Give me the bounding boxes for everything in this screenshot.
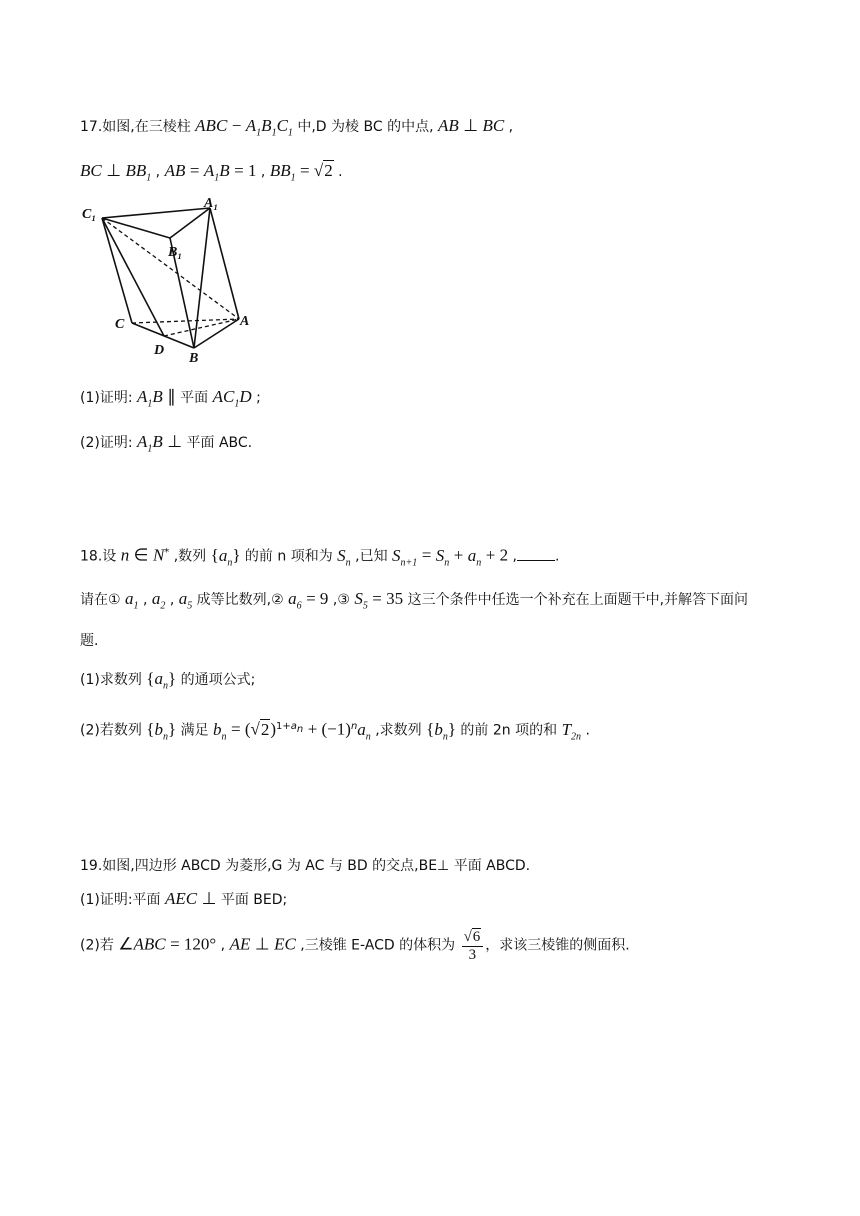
label-d: D <box>154 343 165 358</box>
edge-b-a <box>194 319 239 348</box>
label-c: C <box>115 317 125 332</box>
triangular-prism-diagram <box>82 196 262 364</box>
hidden-edge-c-a <box>132 319 239 323</box>
edge-b1-a1 <box>170 208 210 238</box>
prism-figure <box>82 196 262 368</box>
segment-c1-d <box>102 218 164 336</box>
q19-line1: 19.如图,四边形 ABCD 为菱形,G 为 AC 与 BD 的交点,BE⊥ 平面 ABCD. <box>80 858 531 874</box>
q17-part2: (2)证明: $A_1B$ ⊥ 平面 ABC. <box>80 432 253 455</box>
q17-line1: 17.如图,在三棱柱 ABC − $A_1B_1C_1$ 中,D 为棱 BC 的中点, AB ⊥ BC , <box>80 116 514 139</box>
q18-line3: 题. <box>80 633 99 649</box>
edge-c1-b1 <box>102 218 170 238</box>
q18-line2: 请在① $a_1$ , $a_2$ , $a_5$ 成等比数列,② $a_6 = 9$ ,③ $S_5 = 35$ 这三个条件中任选一个补充在上面题干中,并解答下面问 <box>80 589 749 612</box>
edge-a1-a <box>210 208 239 319</box>
edge-c1-c <box>102 218 132 323</box>
q17-part1: (1)证明: $A_1B$ ∥ 平面 $AC_1D$ ; <box>80 387 261 410</box>
q19-part2: (2)若 ∠ABC = 120° , AE ⊥ EC ,三棱锥 E-ACD 的体积为 $\frac{√6}{3}$ ，求该三棱锥的侧面积. <box>80 929 630 963</box>
label-a: A <box>240 314 250 329</box>
edge-c1-a1 <box>102 208 210 218</box>
label-a1: A₁ <box>204 196 219 211</box>
label-b: B <box>189 351 199 364</box>
segment-a1-b <box>194 208 210 348</box>
label-c1: C₁ <box>82 207 97 222</box>
label-b1: B₁ <box>168 245 183 260</box>
q17-line2: BC ⊥ $BB_1$ , AB = $A_1B = 1$ , $BB_1 = √2$ . <box>80 161 343 184</box>
q18-part2: (2)若数列 $\{b_n\}$ 满足 $b_n = (√2)^{1+a_n} + (-1)^na_n$ ,求数列 $\{b_n\}$ 的前 2n 项的和 $T_{2n}$ . <box>80 719 590 743</box>
q18-part1: (1)求数列 $\{a_n\}$ 的通项公式; <box>80 669 256 692</box>
q18-line1: 18.设 n ∈ N* ,数列 $\{a_n\}$ 的前 n 项和为 $S_n$ ,已知 $S_{n+1} = S_n + a_n + 2$ , . <box>80 545 560 569</box>
fraction-sqrt6-over-3: $\frac{√6}{3}$ <box>462 928 484 963</box>
q19-part1: (1)证明:平面 AEC ⊥ 平面 BED; <box>80 889 288 908</box>
hidden-segment-c1-a <box>102 218 239 319</box>
